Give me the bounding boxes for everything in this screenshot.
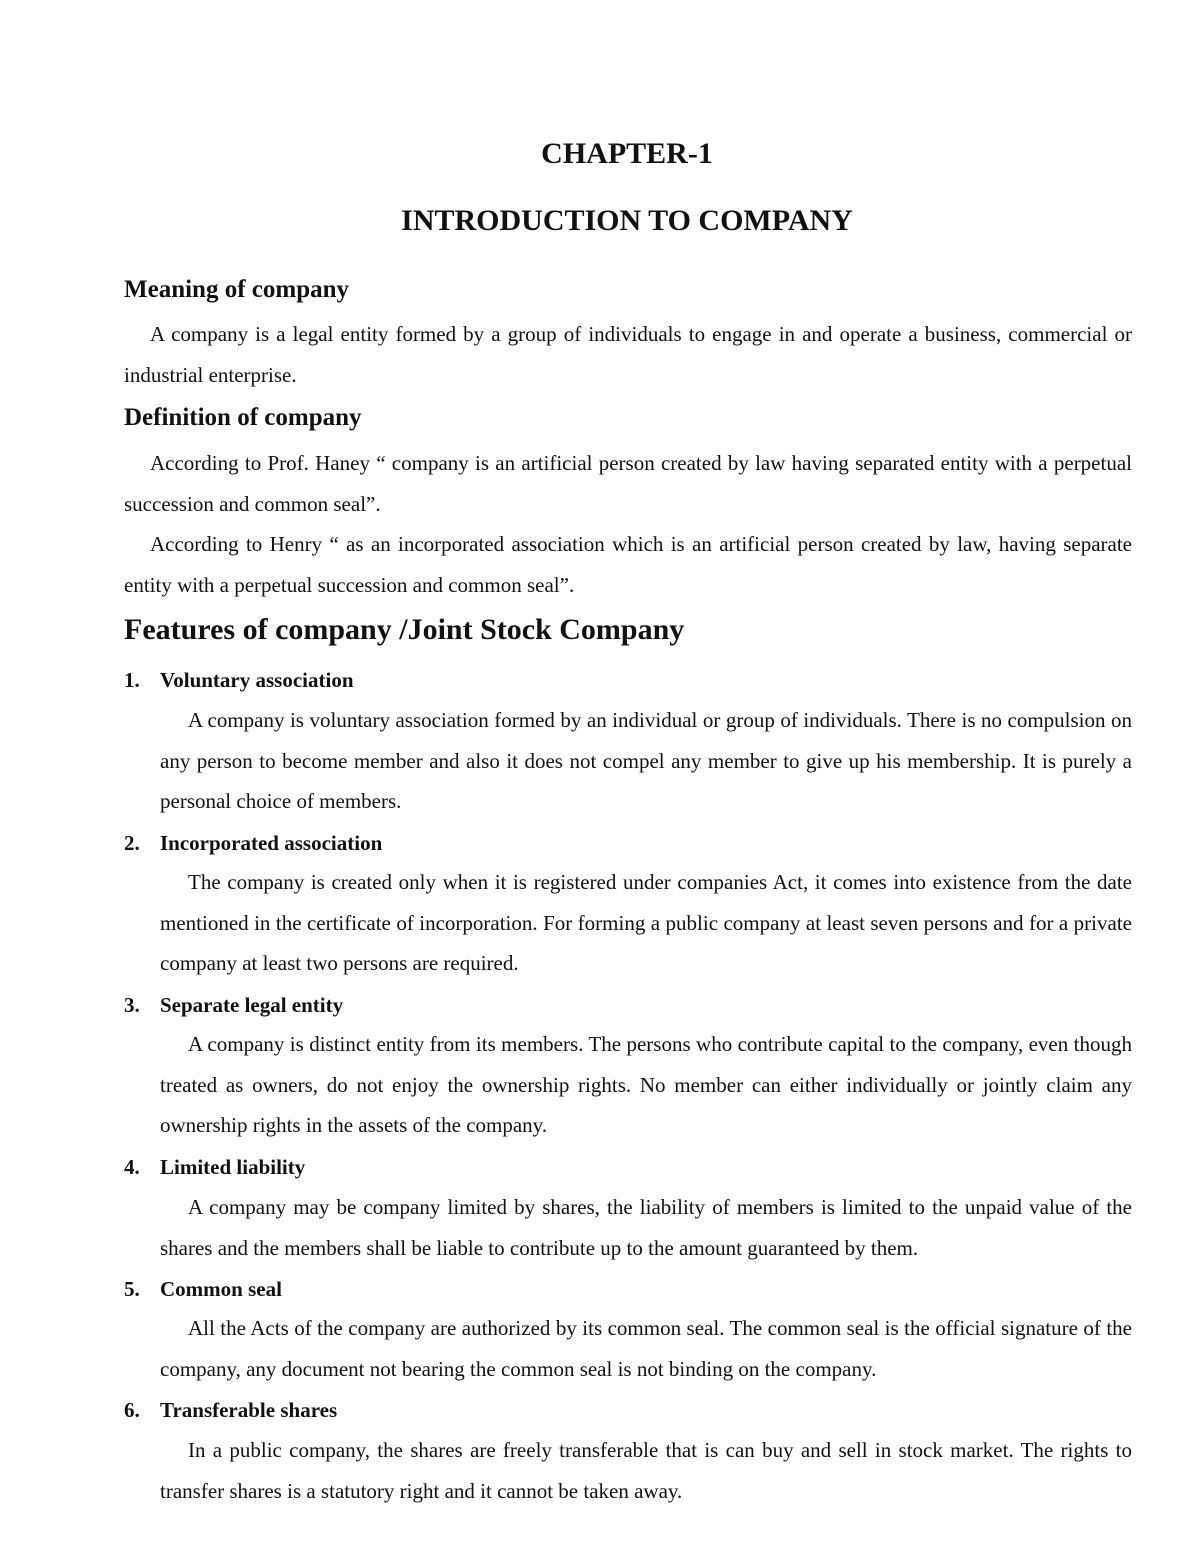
definition-paragraph-haney: According to Prof. Haney “ company is an artificial person created by law having separated entity with a perpetual succession and common seal”. xyxy=(124,451,1132,516)
feature-heading xyxy=(124,1274,282,1304)
feature-heading xyxy=(124,828,382,858)
chapter-title: INTRODUCTION TO COMPANY xyxy=(401,204,853,237)
chapter-number: CHAPTER-1 xyxy=(541,137,713,170)
feature-title: Incorporated association xyxy=(160,831,383,855)
feature-heading xyxy=(124,665,354,695)
feature-paragraph: A company is distinct entity from its members. The persons who contribute capital to the company, even though treated as owners, do not enjoy the ownership rights. No member can either individually or jointly claim any ownership rights in the assets of the company. xyxy=(160,1032,1132,1137)
feature-title: Common seal xyxy=(160,1277,282,1301)
feature-number: 6. xyxy=(124,1398,140,1422)
meaning-heading: Meaning of company xyxy=(124,276,349,303)
feature-paragraph: A company may be company limited by shares, the liability of members is limited to the unpaid value of the shares and the members shall be liable to contribute up to the amount guaranteed by them. xyxy=(160,1195,1132,1260)
feature-number: 2. xyxy=(124,831,140,855)
definition-heading: Definition of company xyxy=(124,404,362,431)
feature-paragraph: The company is created only when it is registered under companies Act, it comes into existence from the date mentioned in the certificate of incorporation. For forming a public company at least seven persons and for a private company at least two persons are required. xyxy=(160,870,1132,975)
feature-heading xyxy=(124,1395,337,1425)
feature-number: 5. xyxy=(124,1277,140,1301)
feature-number: 1. xyxy=(124,668,140,692)
feature-paragraph: All the Acts of the company are authorized by its common seal. The common seal is the official signature of the company, any document not bearing the common seal is not binding on the company. xyxy=(160,1316,1132,1381)
feature-heading xyxy=(124,1152,305,1182)
definition-paragraph-henry: According to Henry “ as an incorporated association which is an artificial person created by law, having separate entity with a perpetual succession and common seal”. xyxy=(124,532,1132,597)
feature-title: Separate legal entity xyxy=(160,993,344,1017)
feature-title: Voluntary association xyxy=(160,668,354,692)
feature-number: 4. xyxy=(124,1155,140,1179)
feature-heading xyxy=(124,990,343,1020)
feature-number: 3. xyxy=(124,993,140,1017)
feature-paragraph: In a public company, the shares are freely transferable that is can buy and sell in stock market. The rights to transfer shares is a statutory right and it cannot be taken away. xyxy=(160,1438,1132,1503)
feature-title: Limited liability xyxy=(160,1155,306,1179)
meaning-paragraph: A company is a legal entity formed by a group of individuals to engage in and operate a business, commercial or industrial enterprise. xyxy=(124,322,1132,387)
feature-paragraph: A company is voluntary association formed by an individual or group of individuals. There is no compulsion on any person to become member and also it does not compel any member to give up his membership. It is purely a personal choice of members. xyxy=(160,708,1132,813)
feature-title: Transferable shares xyxy=(160,1398,338,1422)
features-heading: Features of company /Joint Stock Company xyxy=(124,613,685,646)
